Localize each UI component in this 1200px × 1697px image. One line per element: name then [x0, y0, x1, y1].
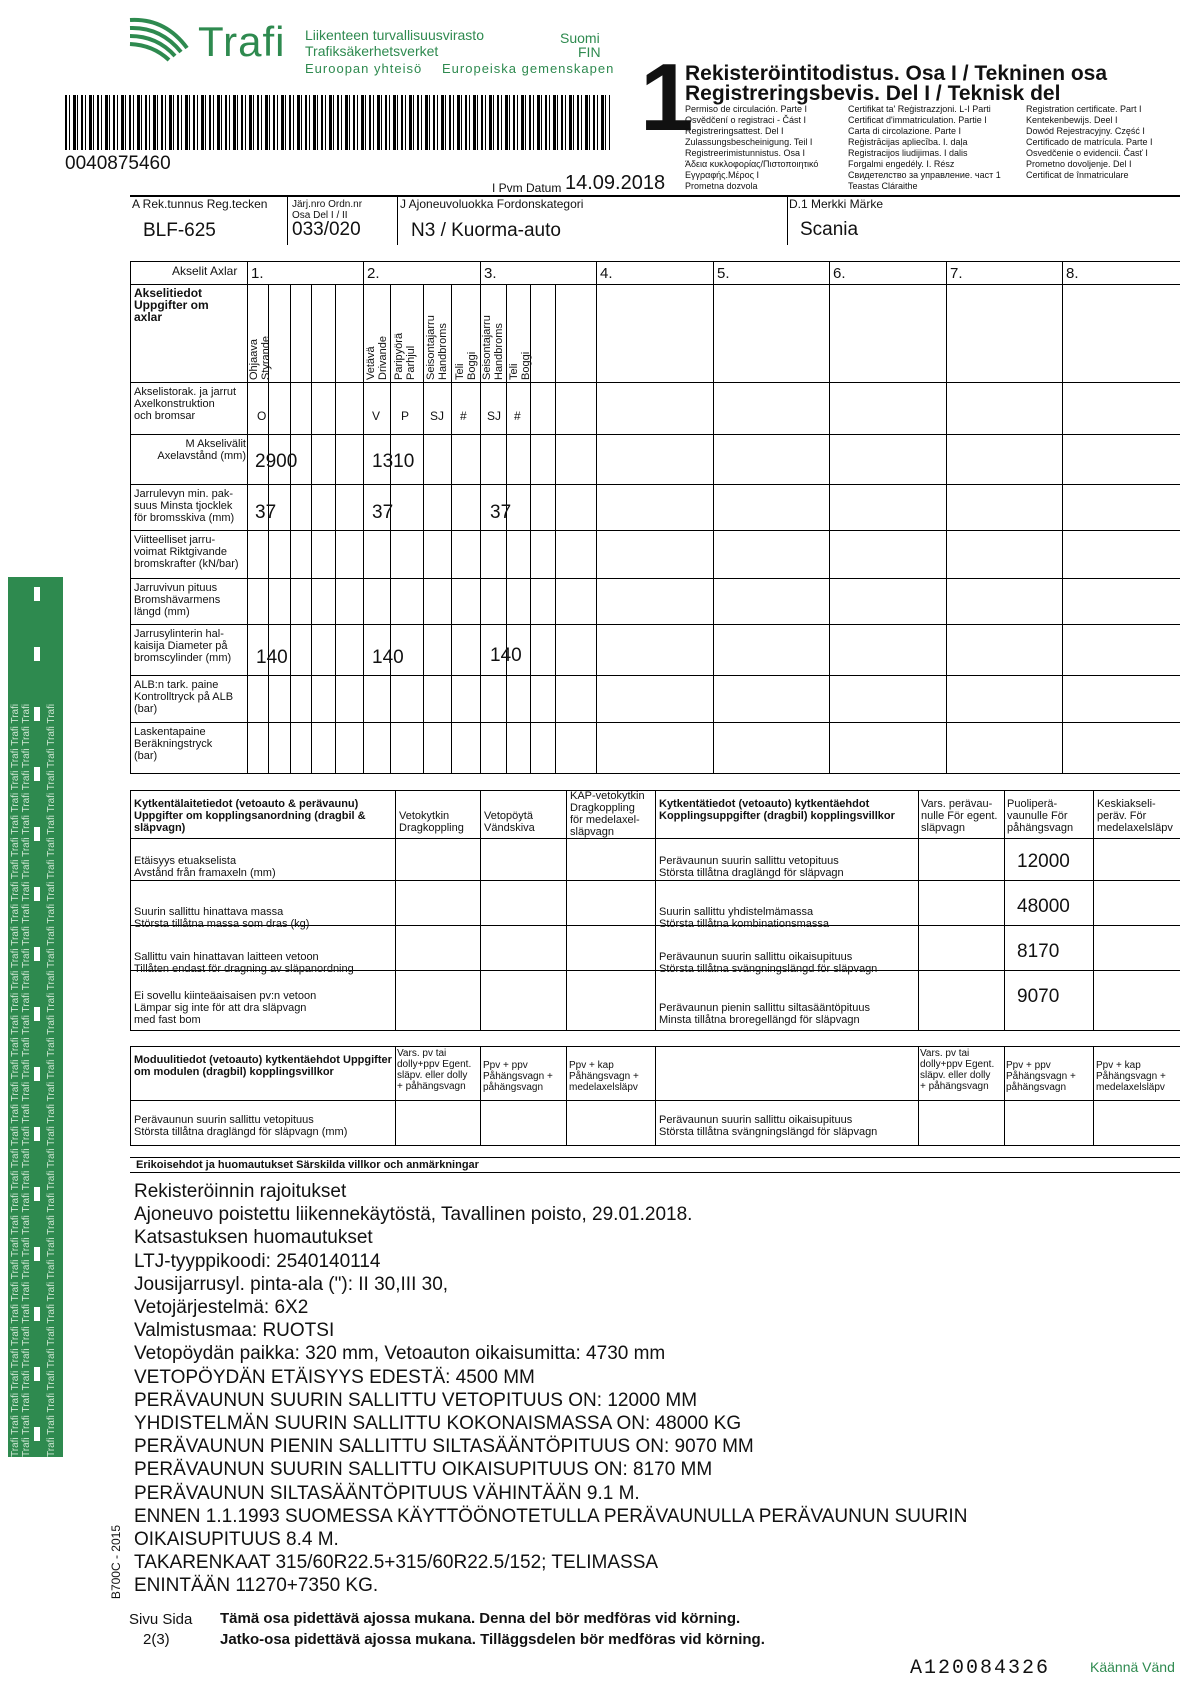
col-label-paripyora: Paripyörä Parhjul: [393, 332, 417, 380]
axle-number-4: 4.: [600, 265, 613, 282]
coupling-right-row-2-label: Suurin sallittu yhdistelmämassa Största tillåtna kombinationsmassa: [659, 906, 829, 930]
remark-line: LTJ-tyyppikoodi: 2540140114: [134, 1250, 381, 1272]
row-label-brake-forces: Viitteelliset jarru- voimat Riktgivande bromskrafter (kN/bar): [134, 534, 239, 570]
category-label: J Ajoneuvoluokka Fordonskategori: [400, 197, 584, 211]
org-name-fi: Liikenteen turvallisuusvirasto: [305, 27, 484, 43]
notice-keep-part: Tämä osa pidettävä ajossa mukana. Denna del bör medföras vid körning.: [220, 1610, 741, 1627]
remarks-body: [134, 1180, 967, 1598]
date-value: 14.09.2018: [565, 172, 666, 194]
col-label-teli-2: Teli Boggi: [454, 351, 478, 380]
remarks-header: Erikoisehdot ja huomautukset Särskilda villkor och anmärkningar: [136, 1159, 479, 1171]
coupling-left-header: Kytkentälaitetiedot (vetoauto & perävaunu) Uppgifter om kopplingsanordning (dragbil & släpvagn): [134, 798, 366, 834]
remark-line: Rekisteröinnin rajoitukset: [134, 1181, 347, 1202]
module-header: Moduulitiedot (vetoauto) kytkentäehdot Uppgifter om modulen (dragbil) kopplingsvillkor: [134, 1054, 392, 1078]
module-col-4: Vars. pv tai dolly+ppv Egent. släpv. eller dolly + påhängsvagn: [920, 1048, 995, 1092]
axle-3-construction-hash: #: [514, 409, 521, 423]
axle-2-construction-p: P: [401, 409, 410, 423]
row-label-brake-disc: Jarrulevyn min. pak- suus Minsta tjocklek för bromsskiva (mm): [134, 488, 235, 524]
axle-2-construction-v: V: [372, 409, 381, 423]
remark-line: PERÄVAUNUN SUURIN SALLITTU VETOPITUUS ON: 12000 MM: [134, 1389, 698, 1411]
axle-number-2: 2.: [367, 265, 380, 282]
form-code: B700C - 2015: [109, 1525, 123, 1600]
remark-line: PERÄVAUNUN SUURIN SALLITTU OIKAISUPITUUS ON: 8170 MM: [134, 1459, 713, 1481]
translations-col2: Certifikat ta' Reġistrazzjoni. L-I Parti Certificat d'immatriculation. Partie I Carta di circolazione. Parte I Reģistrācijas apliecība. I. daļa Registracijos liudijimas. I dalis Forgalmi engedély. I. Rész Свидетелство за управление. част 1 Teastas Cláraithe: [848, 104, 1001, 191]
axle-number-1: 1.: [251, 265, 264, 282]
eu-sv: Europeiska gemenskapen: [442, 61, 615, 76]
row-label-alb-pressure: ALB:n tark. paine Kontrolltryck på ALB (bar): [134, 679, 234, 715]
coupling-right-header: Kytkentätiedot (vetoauto) kytkentäehdot Kopplingsuppgifter (dragbil) kopplingsvillkor: [659, 798, 895, 822]
module-col-2: Ppv + ppv Påhängsvagn + påhängsvagn: [483, 1060, 553, 1093]
module-col-5: Ppv + ppv Påhängsvagn + påhängsvagn: [1006, 1060, 1076, 1093]
make-label: D.1 Merkki Märke: [789, 197, 884, 211]
axle-1-construction: O: [257, 409, 267, 423]
remark-line: PERÄVAUNUN SILTASÄÄNTÖPITUUS VÄHINTÄÄN 9.1 M.: [134, 1482, 640, 1504]
brake-disc-1: 37: [255, 502, 277, 523]
ordnr-value: 033/020: [292, 219, 361, 240]
eu-fi: Euroopan yhteisö: [305, 61, 423, 76]
col-label-ohjaava: Ohjaava Styrande: [248, 335, 272, 380]
barcode: [65, 95, 610, 150]
part-number: 1: [640, 44, 694, 151]
max-combination-mass: 48000: [1017, 896, 1070, 917]
axle-distance-2: 1310: [372, 451, 415, 472]
remark-line: Valmistusmaa: RUOTSI: [134, 1320, 335, 1342]
remark-line: ENINTÄÄN 11270+7350 KG.: [134, 1575, 379, 1597]
coupling-col-kap: KAP-vetokytkin Dragkoppling för medelaxel- släpvagn: [570, 790, 645, 838]
brake-cylinder-2: 140: [372, 647, 404, 668]
coupling-row-only-towing: Sallittu vain hinattavan laitteen vetoon Tillåten endast för dragning av släpanordning: [134, 951, 354, 975]
country-code: FIN: [578, 44, 601, 60]
brake-disc-3: 37: [490, 502, 512, 523]
row-label-calc-pressure: Laskentapaine Beräkningstryck (bar): [134, 726, 213, 762]
coupling-col-puoli: Puoliperä- vaunulle För påhängsvagn: [1007, 798, 1074, 834]
coupling-right-row-1-label: Perävaunun suurin sallittu vetopituus Största tillåtna draglängd för släpvagn: [659, 855, 844, 879]
date-label: I Pvm Datum: [492, 181, 562, 195]
serial-number: A120084326: [910, 1657, 1051, 1680]
org-name-sv: Trafiksäkerhetsverket: [305, 43, 439, 59]
remark-line: PERÄVAUNUN PIENIN SALLITTU SILTASÄÄNTÖPITUUS ON: 9070 MM: [134, 1436, 754, 1458]
coupling-row-max-towed: Suurin sallittu hinattava massa Största tillåtna massa som dras (kg): [134, 906, 310, 930]
axle-number-5: 5.: [717, 265, 730, 282]
row-label-axle-distance: M Akselivälit Axelavstånd (mm): [157, 438, 246, 462]
coupling-row-fixed-bom: Ei sovellu kiinteäaisaisen pv:n vetoon Lämpar sig inte för att dra släpvagn med fast bom: [134, 990, 317, 1026]
remark-line: ENNEN 1.1.1993 SUOMESSA KÄYTTÖÖNOTETULLA PERÄVAUNULLA PERÄVAUNUN SUURIN: [134, 1505, 968, 1527]
org-name: Trafi: [198, 18, 286, 65]
axles-header-label: Akselit Axlar: [172, 264, 238, 278]
module-col-3: Ppv + kap Påhängsvagn + medelaxelsläpv: [569, 1060, 639, 1093]
axles-section-label: Akselitiedot Uppgifter om axlar: [134, 286, 209, 324]
title-fi: Rekisteröintitodistus. Osa I / Tekninen osa: [685, 62, 1108, 85]
axle-2-construction-sj: SJ: [430, 409, 445, 423]
row-label-brake-cylinder: Jarrusylinterin hal- kaisija Diameter på bromscylinder (mm): [134, 628, 232, 664]
make-value: Scania: [800, 219, 859, 240]
col-label-seisontajarru-2: Seisontajarru Handbroms: [425, 315, 449, 380]
barcode-number: 0040875460: [65, 153, 171, 174]
brake-cylinder-3: 140: [490, 645, 522, 666]
reg-value: BLF-625: [143, 220, 216, 241]
row-label-brake-lever: Jarruvivun pituus Bromshävarmens längd (mm): [134, 582, 221, 618]
reg-label: A Rek.tunnus Reg.tecken: [132, 197, 268, 211]
axle-3-construction-sj: SJ: [487, 409, 502, 423]
remark-line: Ajoneuvo poistettu liikennekäytöstä, Tavallinen poisto, 29.01.2018.: [134, 1204, 693, 1226]
module-col-6: Ppv + kap Påhängsvagn + medelaxelsläpv: [1096, 1060, 1166, 1093]
security-strip: [8, 577, 63, 1457]
turn-page: Käännä Vänd: [1090, 1659, 1175, 1675]
strip-text: Trafi Trafi Trafi Trafi Trafi Trafi Trafi Trafi Trafi Trafi Trafi Trafi Trafi Trafi Trafi Trafi Trafi Trafi Trafi Trafi Trafi Trafi Trafi Trafi Trafi Trafi Trafi Trafi Trafi Trafi Trafi Trafi Trafi Trafi: [46, 703, 57, 1457]
remark-line: VETOPÖYDÄN ETÄISYYS EDESTÄ: 4500 MM: [134, 1366, 535, 1388]
axle-number-3: 3.: [484, 265, 497, 282]
trafi-logo-icon: [125, 12, 195, 67]
brake-cylinder-1: 140: [256, 647, 288, 668]
coupling-row-distance: Etäisyys etuakselista Avstånd från framaxeln (mm): [134, 855, 276, 879]
max-trailer-swing-length: 8170: [1017, 941, 1060, 962]
remark-line: Vetopöydän paikka: 320 mm, Vetoauton oikaisumitta: 4730 mm: [134, 1343, 666, 1365]
strip-text: Trafi Trafi Trafi Trafi Trafi Trafi Trafi Trafi Trafi Trafi Trafi Trafi Trafi Trafi Trafi Trafi Trafi Trafi Trafi Trafi Trafi Trafi Trafi Trafi Trafi Trafi Trafi Trafi Trafi Trafi Trafi Trafi Trafi Trafi: [10, 703, 21, 1457]
remark-line: TAKARENKAAT 315/60R22.5+315/60R22.5/152; TELIMASSA: [134, 1552, 659, 1574]
max-trailer-drawbar-length: 12000: [1017, 851, 1070, 872]
ordnr-label: Järj.nro Ordn.nr Osa Del I / II: [292, 199, 363, 221]
min-bridge-rule-length: 9070: [1017, 986, 1060, 1007]
page-label: Sivu Sida: [129, 1611, 193, 1628]
remark-line: YHDISTELMÄN SUURIN SALLITTU KOKONAISMASSA ON: 48000 KG: [134, 1413, 742, 1435]
coupling-col-keski: Keskiakseli- peräv. För medelaxelsläpv: [1097, 798, 1173, 834]
category-value: N3 / Kuorma-auto: [411, 220, 561, 241]
axle-number-6: 6.: [833, 265, 846, 282]
page-value: 2(3): [143, 1631, 170, 1648]
col-label-seisontajarru-3: Seisontajarru Handbroms: [481, 315, 505, 380]
module-left-row: Perävaunun suurin sallittu vetopituus Största tillåtna draglängd för släpvagn (mm): [134, 1114, 348, 1138]
coupling-col-poyta: Vetopöytä Vändskiva: [484, 810, 535, 834]
remark-line: Vetojärjestelmä: 6X2: [134, 1297, 309, 1319]
country-fi: Suomi: [560, 30, 600, 46]
module-col-1: Vars. pv tai dolly+ppv Egent. släpv. eller dolly + påhängsvagn: [397, 1048, 472, 1092]
title-sv: Registreringsbevis. Del I / Teknisk del: [685, 82, 1061, 105]
axle-distance-1: 2900: [255, 451, 298, 472]
axle-2-construction-hash: #: [460, 409, 467, 423]
translations-col1: Permiso de circulación. Parte I Osvědčení o registraci - Část I Registreringsattest. Del I Zulassungsbescheinigung. Teil I Registreerimistunnistus. Osa I Άδεια κυκλοφορίας/Πιστοποιητικό Εγγραφής.Μέρος Ι Prometna dozvola: [685, 104, 819, 191]
translations-col3: Registration certificate. Part I Kentekenbewijs. Deel I Dowód Rejestracyjny. Część I Certificado de matrícula. Parte I Osvedčenie o evidencii. Časť I Prometno dovoljenje. Del I Certificat de înmatriculare: [1026, 104, 1153, 180]
axle-number-7: 7.: [950, 265, 963, 282]
remark-line: Katsastuksen huomautukset: [134, 1227, 373, 1249]
col-label-teli-3: Teli Boggi: [508, 351, 532, 380]
module-right-row: Perävaunun suurin sallittu oikaisupituus Största tillåtna svängningslängd för släpvagn: [659, 1114, 878, 1138]
coupling-right-row-4-label: Perävaunun pienin sallittu siltasääntöpituus Minsta tillåtna broregellängd för släpvagn: [659, 1002, 870, 1026]
col-label-vetava: Vetävä Drivande: [365, 335, 389, 380]
strip-text: Trafi Trafi Trafi Trafi Trafi Trafi Trafi Trafi Trafi Trafi Trafi Trafi Trafi Trafi Trafi Trafi Trafi Trafi Trafi Trafi Trafi Trafi Trafi Trafi Trafi Trafi Trafi Trafi Trafi Trafi Trafi Trafi Trafi Trafi: [21, 703, 32, 1457]
row-label-axle-construction: Akselistorak. ja jarrut Axelkonstruktion och bromsar: [134, 386, 237, 422]
brake-disc-2: 37: [372, 502, 394, 523]
remark-line: Jousijarrusyl. pinta-ala ("): II 30,III 30,: [134, 1273, 449, 1295]
axle-number-8: 8.: [1066, 265, 1079, 282]
coupling-right-row-3-label: Perävaunun suurin sallittu oikaisupituus Största tillåtna svängningslängd för släpvagn: [659, 951, 878, 975]
remark-line: OIKAISUPITUUS 8.4 M.: [134, 1529, 339, 1551]
coupling-col-veto: Vetokytkin Dragkoppling: [399, 810, 464, 834]
notice-keep-continuation: Jatko-osa pidettävä ajossa mukana. Tilläggsdelen bör medföras vid körning.: [220, 1631, 765, 1648]
coupling-col-vars: Vars. perävau- nulle För egent. släpvagn: [921, 798, 998, 834]
